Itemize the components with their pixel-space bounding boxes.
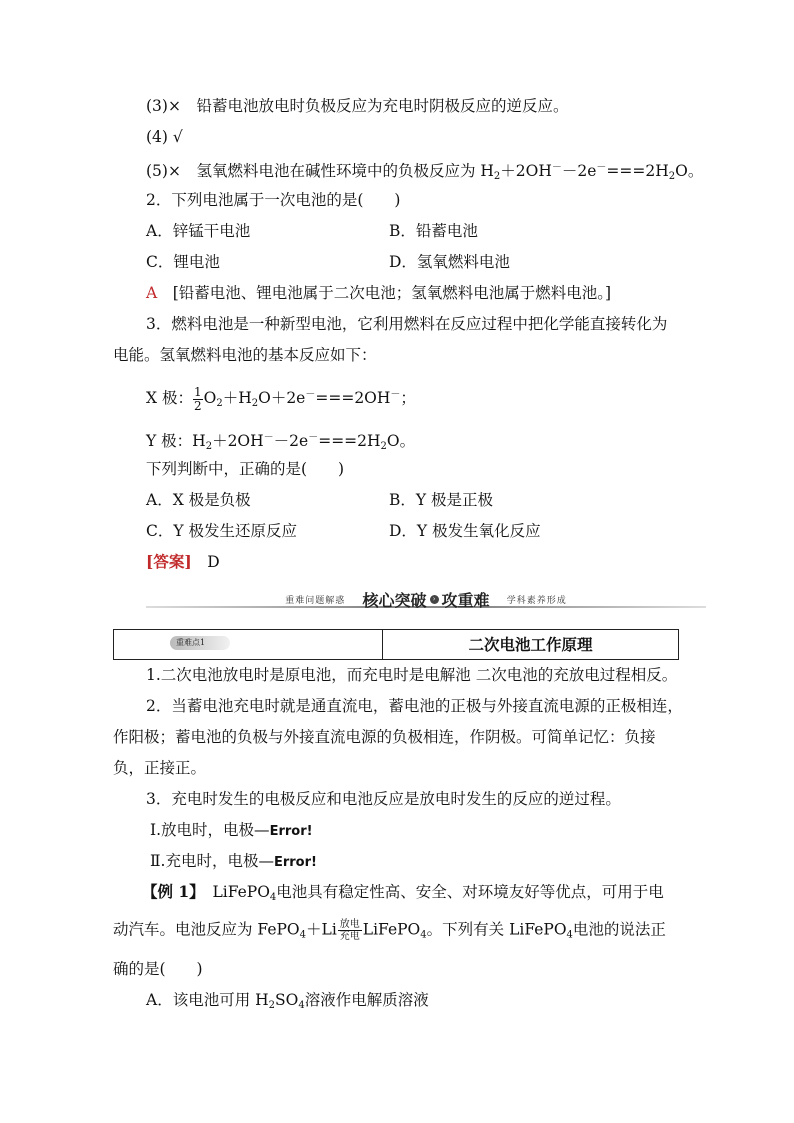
option-a [146,221,250,241]
text: O＋2e [258,389,306,407]
superscript: － [390,389,401,400]
text: ===2H [606,162,669,180]
charge-line [150,851,317,873]
text: C．锂电池 [146,253,220,271]
text: O。 [675,162,704,180]
answer-letter: A [146,284,158,302]
example-option-a [146,990,429,1016]
subscript: 2 [493,171,501,182]
section-banner [146,588,706,610]
subscript: 2 [380,441,387,452]
answer-label: [答案] [146,552,192,571]
fraction-half [193,386,203,413]
text: 电能。氢氧燃料电池的基本反应如下： [113,346,377,364]
text: 下列判断中，正确的是( ) [146,460,345,478]
subscript: 4 [298,1000,305,1011]
text: 作阳极；蓄电池的负极与外接直流电源的负极相连，作阴极。可简单记忆：负接 [113,728,656,746]
text: Y 极：H [146,432,206,450]
banner-right-text: 学科素养形成 [506,596,567,606]
point-2-line-2 [113,727,656,747]
text: O。 [386,432,416,450]
chevron-right-icon: › [430,595,439,604]
y-electrode-equation [146,428,415,457]
text: A．X 极是负极 [146,491,251,509]
text: 确的是( ) [113,960,203,978]
subscript: 2 [668,171,676,182]
text: Ⅰ.放电时，电极— [150,821,270,839]
text: SO [275,991,299,1009]
text: 电池的说法正 [572,920,666,939]
point-2-line-3 [113,758,206,778]
subscript: 2 [216,398,223,409]
error-text: Error! [273,855,317,870]
text: LiFePO [212,883,270,901]
text: A．锌锰干电池 [146,222,251,240]
point-1 [146,665,677,685]
example-1-line-2 [113,919,666,946]
question-2 [146,190,400,210]
q3-option-d [389,521,541,541]
text: C．Y 极发生还原反应 [146,522,298,540]
text: D．氢氧燃料电池 [389,253,510,271]
question-3-line-1 [146,314,667,334]
text: 3．充电时发生的电极反应和电池反应是放电时发生的反应的逆过程。 [146,790,621,808]
example-1-line-1 [142,882,664,908]
text: A．该电池可用 H [146,991,269,1009]
discharge-line [150,820,313,842]
text: (4) √ [146,128,183,146]
arrow-top-label: 放电 [339,919,360,930]
text: (3)× 铅蓄电池放电时负极反应为充电时阴极反应的逆反应。 [146,97,569,115]
subscript: 4 [269,892,277,903]
q3-option-a [146,490,251,510]
text: ； [400,389,416,407]
question-3-line-2 [113,345,377,365]
subscript: 4 [299,929,307,941]
answer-line-5 [146,158,703,187]
text: 负，正接正。 [113,759,207,777]
q3-option-b [389,490,493,510]
text: 动汽车。电池反应为 FePO [113,920,300,939]
text: Ⅱ.充电时，电极— [150,852,274,870]
text: ＋2OH [500,162,552,180]
text: ＋Li [306,920,337,939]
topic-table [113,629,679,660]
q3-option-c [146,521,297,541]
topic-title: 二次电池工作原理 [468,635,593,654]
text: [铅蓄电池、锂电池属于二次电池；氢氧燃料电池属于燃料电池。] [172,284,612,302]
superscript: － [551,162,562,173]
text: －2e [561,162,597,180]
topic-tag: 重难点1 [170,636,230,650]
option-c [146,252,220,272]
answer-value: D [207,553,220,571]
text: D．Y 极发生氧化反应 [389,522,541,540]
option-b [389,221,478,241]
text: ===2H [318,432,381,450]
x-electrode-equation [146,385,416,414]
text: 电池具有稳定性高、安全、对环境友好等优点，可用于电 [276,883,664,901]
error-text: Error! [269,824,313,839]
point-2-line-1 [146,696,683,716]
example-1-line-3 [113,959,203,979]
superscript: － [596,162,607,173]
banner-title-2: 攻重难 [441,591,490,610]
banner-left-text: 重难问题解惑 [285,596,346,606]
text: ＋H [222,389,252,407]
topic-tag-cell [114,630,383,659]
answer-line-3 [146,96,568,116]
text: (5)× 氢氧燃料电池在碱性环境中的负极反应为 H [146,162,494,180]
superscript: － [305,389,316,400]
superscript: － [263,432,274,443]
subscript: 2 [251,398,259,409]
text: 3．燃料电池是一种新型电池，它利用燃料在反应过程中把化学能直接转化为 [146,315,668,333]
text: O [203,389,217,407]
superscript: － [308,432,319,443]
subscript: 4 [420,929,427,941]
text: 1.二次电池放电时是原电池，而充电时是电解池 二次电池的充放电过程相反。 [146,666,678,684]
text: 。下列有关 LiFePO [426,920,567,939]
subscript: 2 [205,441,213,452]
text: B．Y 极是正极 [389,491,494,509]
text: LiFePO [362,920,421,939]
text: X 极： [146,389,193,407]
example-label: 【例 1】 [142,882,197,901]
text: ===2OH [315,389,391,407]
arrow-bottom-label: 充电 [339,931,360,942]
answer-line-4 [146,127,183,147]
numerator: 1 [193,384,202,399]
answer-3 [146,552,220,572]
text: －2e [273,432,309,450]
text: 2．当蓄电池充电时就是通直流电，蓄电池的正极与外接直流电源的正极相连， [146,697,683,715]
text: ＋2OH [212,432,264,450]
subscript: 4 [566,929,573,941]
option-d [389,252,510,272]
reversible-arrow [338,919,362,942]
text: 2．下列电池属于一次电池的是( ) [146,191,401,209]
subscript: 2 [268,1000,276,1011]
denominator: 2 [193,398,202,413]
text: B．铅蓄电池 [389,222,478,240]
question-3-prompt [146,459,344,479]
banner-title-1: 核心突破 [362,591,427,610]
point-3 [146,789,621,809]
text: 溶液作电解质溶液 [304,991,429,1009]
answer-2 [146,283,611,303]
